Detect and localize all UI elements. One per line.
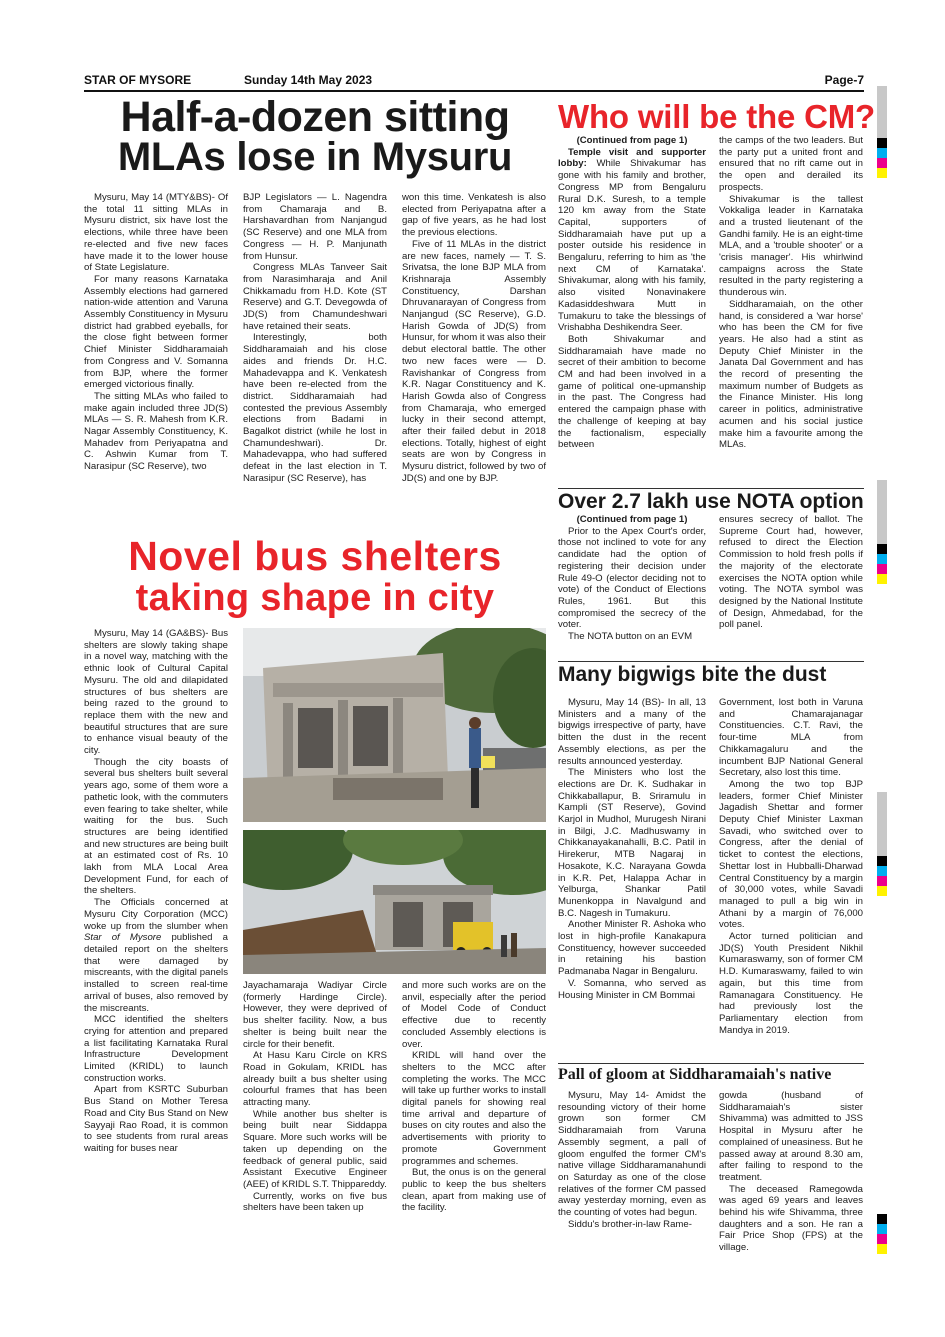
- article-column: [719, 514, 863, 631]
- paragraph: Shivakumar is the tallest Vokkaliga leader in Karnataka and a trusted lieutenant of the Gandhi family. He is an eight-time MLA, and a 'trouble shooter' or a 'crisis manager'. His whirlwind campaigns across the State resulted in the party registering a thunderous win.: [719, 193, 863, 299]
- paragraph: For many reasons Karnataka Assembly elections had garnered nation-wide attention and Varuna Assembly Constituency in Mysuru district had grabbed eyeballs, for the close fight between former Chief Minister Siddharamaiah from Congress and V. Somanna from BJP, where the former emerged victorious finally.: [84, 273, 228, 391]
- paragraph: Prior to the Apex Court's order, those not inclined to vote for any candidate had the option of registering their decision under Rule 49-O (elector deciding not to vote) of the Conduct of Elections Rules, 1961. But this compromised the secrecy of the voter.: [558, 525, 706, 631]
- issue-date: Sunday 14th May 2023: [244, 73, 373, 87]
- headline-sitting-mlas: [84, 93, 546, 180]
- paragraph: While Shivakumar has gone with his family and brother, Congress MP from Bengaluru Rural D.K. Suresh, to a temple 120 km away from the State Capital, supporters of Siddharamaiah have put up a poster outside his residence in Bengaluru, referring to him as 'the next CM of Karnataka'. Shivakumar, along with his family, also visited Nonavinakere Kadasiddeshwara Mutt in Tumakuru to take the blessings of Vrishabha Deshikendra Seer.: [558, 158, 706, 334]
- paragraph: Mysuru, May 14- Amidst the resounding victory of their home grown son former CM Siddharamaiah from Varuna Assembly segment, a pall of gloom engulfed the former CM's native village Siddharamanahundi on Saturday as one of the close relatives of the former CM passed away yesterday morning, even as the counting of votes had begun.: [558, 1090, 706, 1219]
- section-rule: [558, 488, 864, 489]
- headline-line: Half-a-dozen sitting: [120, 93, 510, 141]
- header-rule: [84, 90, 864, 92]
- registration-strip: [877, 1214, 887, 1254]
- paragraph: Five of 11 MLAs in the district are new faces, namely — T. S. Srivatsa, the lone BJP MLA from Krishnaraja Assembly Constituency, Darshan Dhruvanarayan of Congress from Nanjangud (SC Reserve), G.D. Harish Gowda of JD(S) from Hunsur, for whom it was also their debut electoral battle. The other two new faces were — D. Ravishankar of Congress from K.R. Nagar Constituency and K. Harish Gowda also of Congress from Chamaraja, who emerged lucky in their second attempt, after their failed debut in 2018 elections. Totally, highest of eight seats are won by Congress in Mysuru district, followed by two of JD(S) and one by BJP.: [402, 238, 546, 484]
- paragraph: Congress MLAs Tanveer Sait from Narasimharaja and Anil Chikkamadu from H.D. Kote (ST Reserve) and G.T. Devegowda of JD(S) from Chamundeshwari have retained their seats.: [243, 262, 387, 332]
- paragraph: MCC identified the shelters crying for attention and prepared a list facilitating Karnataka Rural Infrastructure Development Limited (KRIDL) to launch construction works.: [84, 1014, 228, 1084]
- publication-name: Star of Mysore: [84, 932, 162, 944]
- article-column: [402, 192, 546, 485]
- registration-strip: [877, 792, 887, 896]
- paragraph: the camps of the two leaders. But the party put a united front and ensured that no rift came out in the open and derailed its prospects.: [719, 135, 863, 193]
- article-column: [558, 135, 706, 451]
- article-column: [719, 135, 863, 451]
- registration-strip: [877, 86, 887, 178]
- headline-line: taking shape in city: [135, 577, 495, 620]
- photo-bus-shelter-completed: [243, 830, 546, 974]
- paragraph: The Officials concerned at Mysuru City Corporation (MCC) woke up from the slumber when: [84, 897, 228, 932]
- paragraph: won this time. Venkatesh is also elected from Periyapatna after a gap of five years, as he had lost the previous elections.: [402, 192, 546, 239]
- paragraph: Mysuru, May 14 (BS)- In all, 13 Ministers and a many of the bigwigs irrespective of party, have bitten the dust in the recent Assembly elections, as per the results announced yesterday.: [558, 697, 706, 767]
- headline-line: MLAs lose in Mysuru: [117, 135, 513, 180]
- paragraph: Both Shivakumar and Siddharamaiah have made no secret of their ambition to become CM and had been involved in a game of political one-upmanship in the past. The Congress had entered the campaign phase with the challenge of keeping at bay the factionalism, especially between: [558, 333, 706, 451]
- headline-bigwigs: Many bigwigs bite the dust: [558, 663, 827, 686]
- article-column: [243, 980, 387, 1214]
- paragraph: The Ministers who lost the elections are Dr. K. Sudhakar in Chikkaballapur, B. Sriramulu in Kampli (ST Reserve), Govind Karjol in Mudhol, Murugesh Nirani in Bilgi, J.C. Madhuswamy in Chikkanayakanahalli, B.C. Patil in Hirekerur, MTB Nagaraj in Hosakote, K.C. Narayana Gowda in K.R. Pet, Halappa Achar in Yelburga, Shankar Patil Munenkoppa in Navalgund and B.C. Nagesh in Tumakuru.: [558, 767, 706, 919]
- paragraph: Siddharamaiah, on the other hand, is considered a 'war horse' who has been the CM for five years. He also had a stint as Deputy Chief Minister in the Janata Dal Government and has the record of presenting the maximum number of Budgets as the Finance Minister. His long career in politics, administrative acumen and his social justice make him a favourite among the MLAs.: [719, 298, 863, 451]
- paragraph: Government, lost both in Varuna and Chamarajanagar Constituencies. C.T. Ravi, the four-time MLA from Chikkamagaluru and the incumbent BJP National General Secretary, also lost this time.: [719, 697, 863, 779]
- headline-who-will-be-cm: Who will be the CM?: [558, 98, 875, 135]
- paragraph: published a detailed report on the shelters that were damaged by miscreants, with the digital panels installed to screen real-time arrival of buses, also removed by the miscreants.: [84, 932, 228, 1014]
- article-column: [84, 192, 228, 473]
- section-rule: [558, 1063, 864, 1064]
- paragraph: While another bus shelter is being built near Siddappa Square. More such works will be taken up depending on the feedback of general public, said Assistant Executive Engineer (AEE) of KRIDL S.T. Thippareddy.: [243, 1108, 387, 1190]
- paragraph: KRIDL will hand over the shelters to the MCC after completing the works. The MCC will take up further works to install digital panels for showing real time arrival and departure of buses on city routes and also the advertisements with priority to promote Government programmes and schemes.: [402, 1050, 546, 1167]
- article-column: [558, 697, 706, 1001]
- paragraph: Interestingly, both Siddharamaiah and his close aides and friends Dr. H.C. Mahadevappa and K. Venkatesh have been re-elected from the district. Siddharamaiah had contested the previous Assembly elections from Badami in Bagalkot district (while he lost in Chamundeshwari). Dr. Mahadevappa, who had suffered defeat in the last election in T. Narasipur (SC Reserve), has: [243, 332, 387, 484]
- headline-line: Novel bus shelters: [128, 533, 502, 579]
- paragraph: Apart from KSRTC Suburban Bus Stand on Mother Teresa Road and City Bus Stand on New Sayyaji Rao Road, it is common to see students from rural areas waiting for buses near: [84, 1084, 228, 1154]
- paragraph: The NOTA button on an EVM: [568, 631, 693, 643]
- article-column: [719, 1090, 863, 1254]
- paragraph: and more such works are on the anvil, especially after the period of Model Code of Conduct effective due to recently concluded Assembly elections is over.: [402, 980, 546, 1050]
- paragraph: Actor turned politician and JD(S) Youth President Nikhil Kumaraswamy, son of former CM H.D. Kumaraswamy, failed to win again, but this time from Ramanagara Constituency. He had previously lost the Parliamentary election from Mandya in 2019.: [719, 931, 863, 1036]
- paragraph: At Hasu Karu Circle on KRS Road in Gokulam, KRIDL has already built a bus shelter using colourful frames that has been attracting many.: [243, 1050, 387, 1109]
- section-rule: [558, 661, 864, 662]
- article-column: [84, 628, 228, 1155]
- paragraph: BJP Legislators — L. Nagendra from Chamaraja and B. Harshavardhan from Nanjangud (SC Reserve) and one MLA from Congress — H. P. Manjunath from Hunsur.: [243, 192, 387, 262]
- article-column: [558, 514, 706, 643]
- photo-bus-shelter-construction: [243, 628, 546, 822]
- paragraph: ensures secrecy of ballot. The Supreme Court had, however, refused to direct the Election Commission to hold fresh polls if the majority of the electorate exercises the NOTA option while voting. The NOTA symbol was designed by the National Institute of Design, Ahmedabad, for the poll panel.: [719, 514, 863, 631]
- paragraph: Siddu's brother-in-law Rame-: [568, 1218, 692, 1230]
- paragraph: V. Somanna, who served as Housing Minister in CM Bommai: [558, 977, 706, 1001]
- page-number: Page-7: [824, 73, 864, 87]
- page-header: [84, 73, 864, 89]
- paragraph: Though the city boasts of several bus shelters built several years ago, some of them wore a pathetic look, with the commuters even fearing to take shelter, while waiting for the bus. Such structures are being identified and new structures are being built at an estimated cost of Rs. 10 lakh from MLA Local Area Development Fund, for each of the shelters.: [84, 756, 228, 897]
- continued-label: (Continued from page 1): [576, 135, 688, 146]
- headline-pall-of-gloom: Pall of gloom at Siddharamaiah's native: [558, 1066, 832, 1083]
- article-column: [243, 192, 387, 485]
- article-column: [402, 980, 546, 1214]
- paragraph: Among the two top BJP leaders, former Chief Minister Jagadish Shettar and former Deputy Chief Minister Laxman Savadi, who switched over to Congress, after the denial of ticket to contest the elections, Shettar lost in Hubballi-Dharwad Central Constituency by a margin of 30,000 votes, while Savadi managed to pull a big win in Athani by a margin of 76,000 votes.: [719, 778, 863, 931]
- run-in-heading: Temple visit and supporter lobby:: [558, 146, 706, 170]
- headline-nota: Over 2.7 lakh use NOTA option: [558, 490, 864, 513]
- paragraph: Mysuru, May 14 (GA&BS)- Bus shelters are slowly taking shape in a novel way, matching with the ethnic look of Cultural Capital Mysuru. The old and dilapidated structures of bus shelters are being razed to the ground to replace them with the new and beautiful structures that are sure to enhance visual beauty of the city.: [84, 628, 228, 757]
- headline-bus-shelters: [84, 534, 546, 619]
- paragraph: Currently, works on five bus shelters have been taken up: [243, 1190, 387, 1214]
- paragraph: Jayachamaraja Wadiyar Circle (formerly Hardinge Circle). However, they were deprived of bus shelter facility. Now, a bus shelter is being built near the circle for their benefit.: [243, 980, 387, 1050]
- paragraph: But, the onus is on the general public to keep the bus shelters clean, apart from making use of the facility.: [402, 1167, 546, 1214]
- paragraph: The sitting MLAs who failed to make again included three JD(S) MLAs — S. R. Mahesh from K.R. Nagar Assembly Constituency, K. Mahadev from Periyapatna and C. Ashwin Kumar from T. Narasipur (SC Reserve), two: [84, 390, 228, 473]
- article-column: [719, 697, 863, 1036]
- paragraph: gowda (husband of Siddharamaiah's sister Shivamma) was admitted to JSS Hospital in Mysuru after he complained of uneasiness. But he passed away at around 8.30 am, after failing to respond to the treatment.: [719, 1090, 863, 1183]
- paragraph: Mysuru, May 14 (MTY&BS)- Of the total 11 sitting MLAs in Mysuru district, six have lost the elections, while three have been re-elected and five new faces have made it to the lower house of State Legislature.: [84, 192, 228, 274]
- registration-strip: [877, 480, 887, 584]
- paragraph: The deceased Ramegowda was aged 69 years and leaves behind his wife Shivamma, three daughters and a son. He ran a Fair Price Shop (FPS) at the village.: [719, 1183, 863, 1254]
- article-column: [558, 1090, 706, 1230]
- masthead: STAR OF MYSORE: [84, 73, 192, 87]
- continued-label: (Continued from page 1): [576, 514, 688, 525]
- paragraph: Another Minister R. Ashoka who lost in high-profile Kanakapura Constituency, however succeeded in retaining his bastion Padmanaba Nagar in Bengaluru.: [558, 919, 706, 978]
